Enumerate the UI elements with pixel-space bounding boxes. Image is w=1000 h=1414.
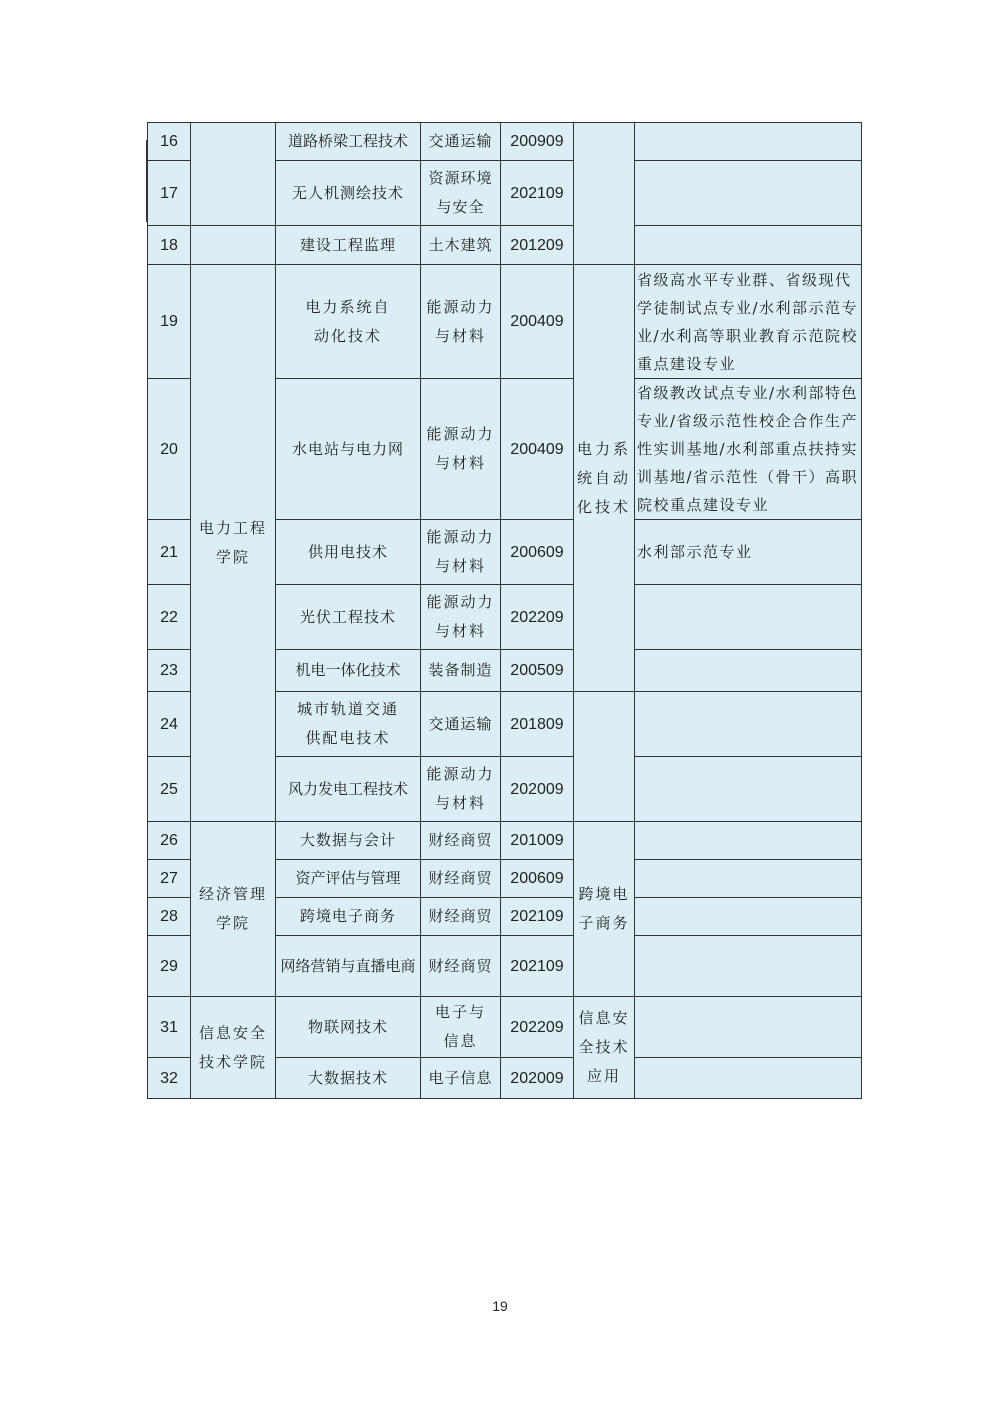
row-number: 18 [148, 226, 191, 265]
start-year: 200409 [501, 265, 574, 379]
major-category: 财经商贸 [421, 898, 501, 936]
major-category: 电子信息 [421, 1058, 501, 1099]
college-name-infosec: 信息安全技术学院 [191, 997, 276, 1099]
start-year: 200909 [501, 123, 574, 161]
major-category: 交通运输 [421, 123, 501, 161]
notes-cell: 水利部示范专业 [635, 520, 862, 585]
row-number: 25 [148, 757, 191, 822]
notes-cell [635, 226, 862, 265]
notes-cell [635, 757, 862, 822]
major-category: 财经商贸 [421, 822, 501, 860]
major-name: 大数据与会计 [276, 822, 421, 860]
notes-cell [635, 822, 862, 860]
major-name: 跨境电子商务 [276, 898, 421, 936]
row-number: 16 [148, 123, 191, 161]
table-row [148, 822, 862, 860]
notes-cell [635, 1058, 862, 1099]
major-name: 城市轨道交通供配电技术 [276, 692, 421, 757]
major-category: 能源动力与材料 [421, 585, 501, 650]
group-name-infosec: 信息安全技术应用 [574, 997, 635, 1099]
notes-cell [635, 161, 862, 226]
notes-cell [635, 936, 862, 997]
notes-cell: 省级教改试点专业/水利部特色专业/省级示范性校企合作生产性实训基地/水利部重点扶持实训基地/省示范性（骨干）高职院校重点建设专业 [635, 379, 862, 520]
major-name: 电力系统自动化技术 [276, 265, 421, 379]
row-number: 23 [148, 650, 191, 692]
row-number: 22 [148, 585, 191, 650]
major-name: 道路桥梁工程技术 [276, 123, 421, 161]
start-year: 201209 [501, 226, 574, 265]
row-number: 20 [148, 379, 191, 520]
table-row [148, 226, 862, 265]
notes-cell [635, 650, 862, 692]
college-name-power: 电力工程学院 [191, 265, 276, 822]
major-name: 无人机测绘技术 [276, 161, 421, 226]
major-category: 能源动力与材料 [421, 520, 501, 585]
major-name: 光伏工程技术 [276, 585, 421, 650]
notes-cell [635, 585, 862, 650]
table-row [148, 123, 862, 161]
start-year: 202009 [501, 1058, 574, 1099]
major-category: 财经商贸 [421, 936, 501, 997]
major-name: 机电一体化技术 [276, 650, 421, 692]
notes-cell [635, 123, 862, 161]
notes-cell [635, 997, 862, 1058]
notes-cell [635, 692, 862, 757]
start-year: 200609 [501, 860, 574, 898]
start-year: 202109 [501, 936, 574, 997]
major-category: 土木建筑 [421, 226, 501, 265]
start-year: 201809 [501, 692, 574, 757]
row-number: 29 [148, 936, 191, 997]
major-name: 大数据技术 [276, 1058, 421, 1099]
page-number: 19 [492, 1298, 508, 1314]
major-name: 风力发电工程技术 [276, 757, 421, 822]
row-number: 17 [148, 161, 191, 226]
start-year: 200609 [501, 520, 574, 585]
notes-cell: 省级高水平专业群、省级现代学徒制试点专业/水利部示范专业/水利高等职业教育示范院校重点建设专业 [635, 265, 862, 379]
start-year: 200509 [501, 650, 574, 692]
college-cell [191, 226, 276, 265]
major-name: 资产评估与管理 [276, 860, 421, 898]
major-name: 供用电技术 [276, 520, 421, 585]
major-category: 装备制造 [421, 650, 501, 692]
college-cell [191, 123, 276, 226]
row-number: 28 [148, 898, 191, 936]
major-name: 建设工程监理 [276, 226, 421, 265]
major-category: 电子与信息 [421, 997, 501, 1058]
major-name: 物联网技术 [276, 997, 421, 1058]
row-number: 26 [148, 822, 191, 860]
row-number: 19 [148, 265, 191, 379]
row-number: 24 [148, 692, 191, 757]
major-table [147, 122, 862, 1099]
notes-cell [635, 898, 862, 936]
major-category: 能源动力与材料 [421, 379, 501, 520]
group-name-power: 电力系统自动化技术 [574, 265, 635, 692]
start-year: 202109 [501, 898, 574, 936]
major-category: 交通运输 [421, 692, 501, 757]
row-number: 32 [148, 1058, 191, 1099]
major-category: 财经商贸 [421, 860, 501, 898]
start-year: 200409 [501, 379, 574, 520]
major-category: 能源动力与材料 [421, 757, 501, 822]
row-number: 31 [148, 997, 191, 1058]
major-name: 网络营销与直播电商 [276, 936, 421, 997]
start-year: 202209 [501, 585, 574, 650]
start-year: 202109 [501, 161, 574, 226]
major-category: 能源动力与材料 [421, 265, 501, 379]
major-name: 水电站与电力网 [276, 379, 421, 520]
group-cell [574, 123, 635, 265]
college-name-econ: 经济管理学院 [191, 822, 276, 997]
group-cell [574, 692, 635, 822]
group-name-ecommerce: 跨境电子商务 [574, 822, 635, 997]
major-category: 资源环境与安全 [421, 161, 501, 226]
start-year: 202009 [501, 757, 574, 822]
table-row [148, 265, 862, 379]
row-number: 27 [148, 860, 191, 898]
notes-cell [635, 860, 862, 898]
start-year: 201009 [501, 822, 574, 860]
table-row [148, 997, 862, 1058]
row-number: 21 [148, 520, 191, 585]
start-year: 202209 [501, 997, 574, 1058]
